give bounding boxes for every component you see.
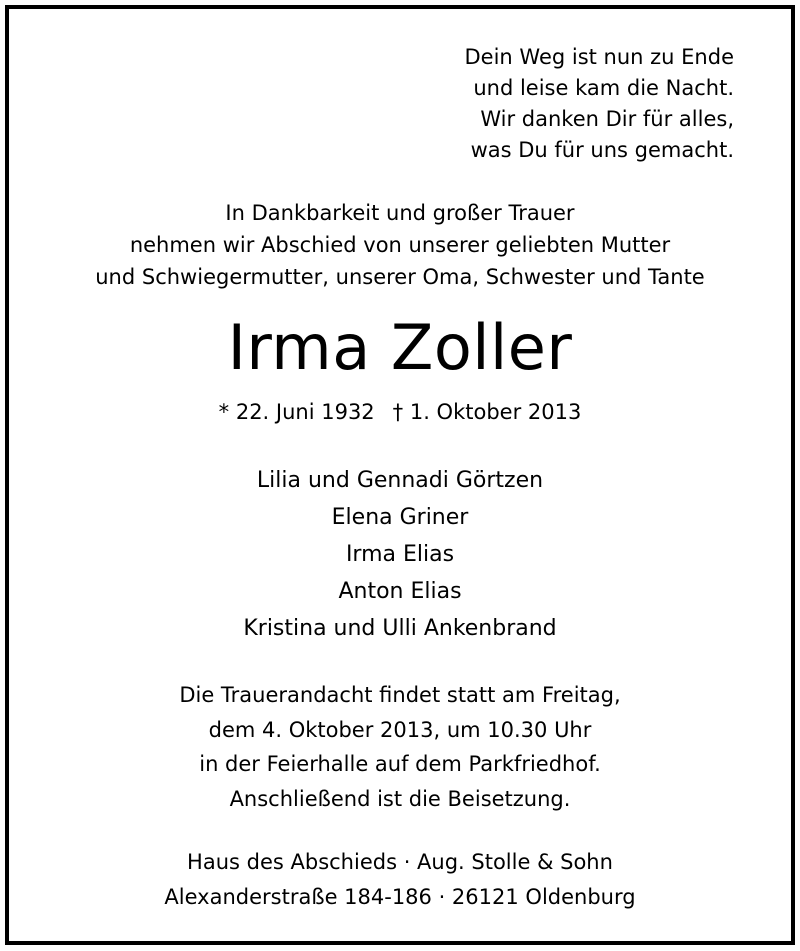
birth-date: * 22. Juni 1932	[218, 400, 375, 424]
mourner-line: Irma Elias	[345, 542, 455, 567]
poem-line: und leise kam die Nacht.	[473, 76, 734, 100]
deceased-name: Irma Zoller	[227, 311, 573, 384]
mourner-line: Elena Griner	[331, 505, 469, 530]
mourner-line: Anton Elias	[338, 579, 462, 604]
death-date: † 1. Oktober 2013	[392, 400, 582, 424]
poem-line: was Du für uns gemacht.	[470, 138, 734, 162]
service-line: in der Feierhalle auf dem Parkfriedhof.	[199, 752, 601, 776]
funeral-home-line: Haus des Abschieds · Aug. Stolle & Sohn	[187, 850, 613, 874]
service-line: dem 4. Oktober 2013, um 10.30 Uhr	[208, 718, 592, 742]
mourner-line: Kristina und Ulli Ankenbrand	[243, 616, 557, 641]
mourner-line: Lilia und Gennadi Görtzen	[256, 468, 544, 493]
service-line: Die Trauerandacht findet statt am Freitag,	[179, 683, 621, 707]
funeral-home-line: Alexanderstraße 184-186 · 26121 Oldenburg	[164, 885, 636, 909]
poem-line: Dein Weg ist nun zu Ende	[464, 45, 734, 69]
poem-line: Wir danken Dir für alles,	[480, 107, 734, 131]
intro-line: In Dankbarkeit und großer Trauer	[225, 201, 575, 225]
intro-line: nehmen wir Abschied von unserer geliebten Mutter	[129, 233, 671, 257]
intro-line: und Schwiegermutter, unserer Oma, Schwester und Tante	[95, 265, 705, 289]
life-dates	[0, 399, 800, 425]
service-line: Anschließend ist die Beisetzung.	[229, 787, 571, 811]
